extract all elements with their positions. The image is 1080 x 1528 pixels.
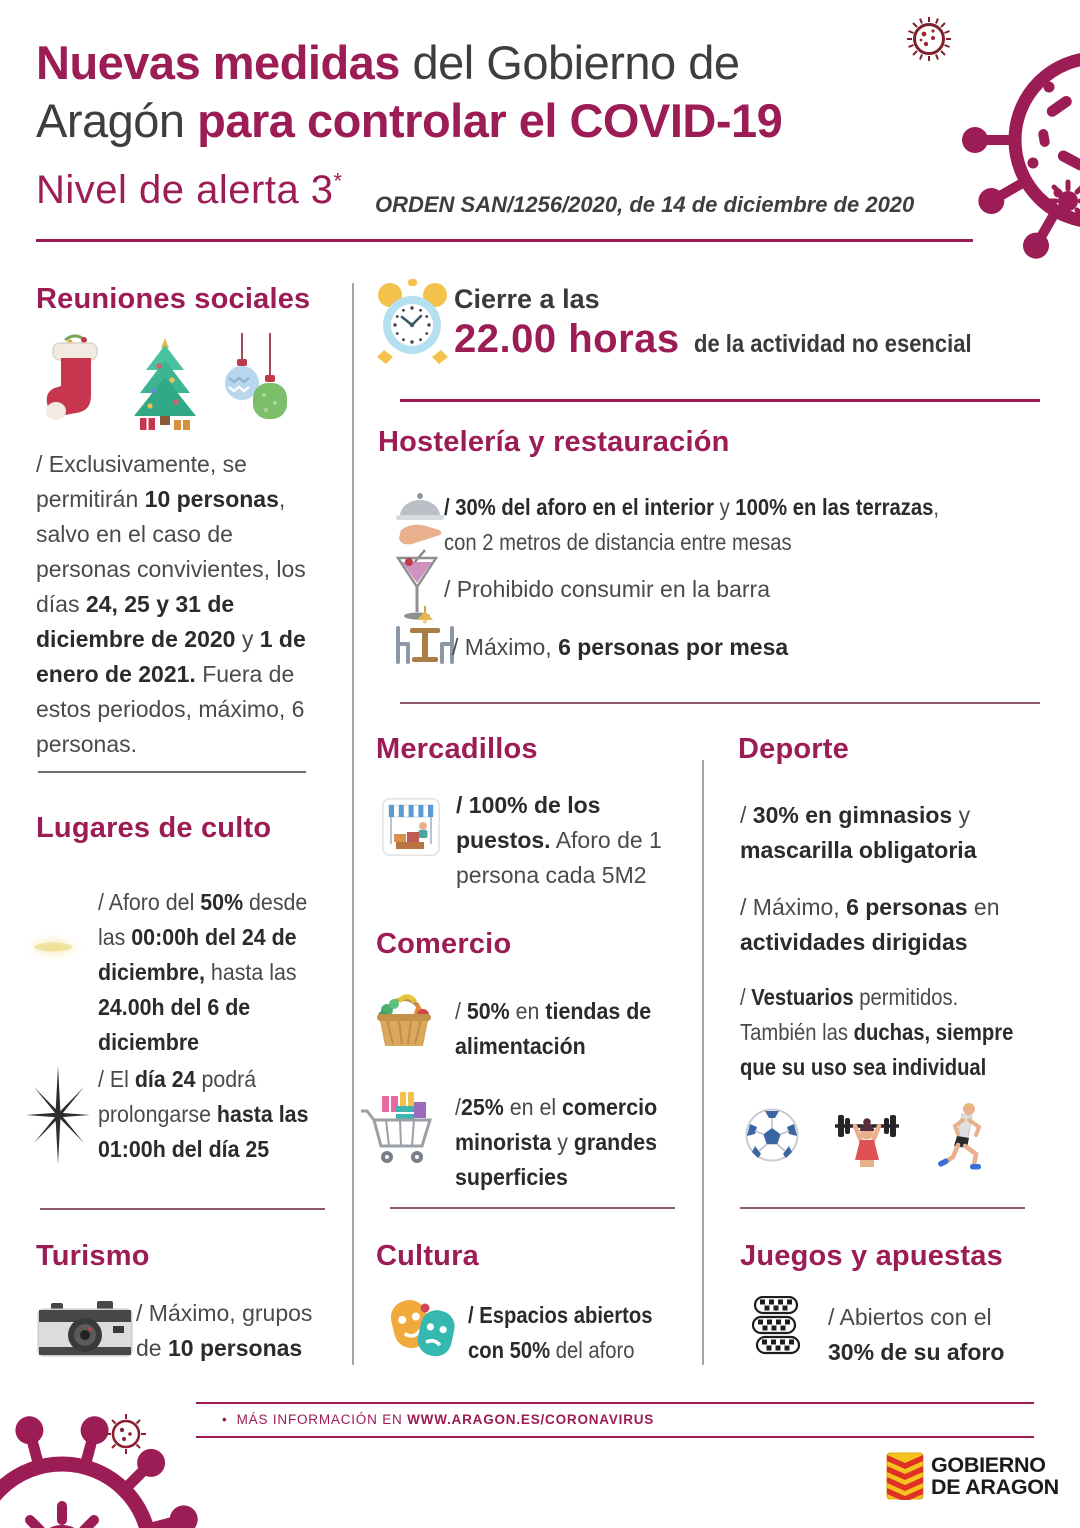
poker-chips-icon — [752, 1296, 800, 1360]
column-divider-right — [702, 760, 704, 1365]
hosteleria-item-1-text: / 30% del aforo en el interior y 100% en las terrazas, con 2 metros de distancia entre mesas — [444, 494, 939, 555]
page-title: Nuevas medidas del Gobierno de Aragón para controlar el COVID-19 — [36, 36, 783, 147]
food-basket-icon — [373, 986, 435, 1050]
order-reference: ORDEN SAN/1256/2020, de 14 de diciembre de 2020 — [375, 192, 915, 217]
column-divider-left — [352, 283, 354, 1365]
closure-intro: Cierre a las — [454, 284, 600, 314]
header-divider — [36, 239, 973, 242]
virus-large-top-right-icon — [945, 5, 1080, 265]
comercio-item-2-text: /25% en el comercio minorista y grandes superficies — [455, 1094, 658, 1190]
section-title-turismo: Turismo — [36, 1240, 150, 1272]
culto-item-1-text: / Aforo del 50% desde las 00:00h del 24 de diciembre, hasta las 24.00h del 6 de diciembre — [98, 889, 308, 1055]
gobierno-aragon-logo — [886, 1452, 1059, 1500]
turismo-item-text: / Máximo, grupos de 10 personas — [136, 1300, 313, 1361]
divider-turismo — [40, 1208, 325, 1210]
logo-text: GOBIERNO DE ARAGON — [931, 1453, 1059, 1499]
closure-banner — [454, 284, 1009, 362]
divider-juegos — [740, 1207, 1025, 1209]
christmas-stocking-icon — [45, 333, 105, 429]
bullet-icon: • — [222, 1412, 228, 1427]
divider-closure — [400, 399, 1040, 402]
theater-masks-icon — [383, 1296, 463, 1364]
deporte-item-3-text: / Vestuarios permitidos. También las duchas, siempre que su uso sea individual — [740, 984, 1014, 1080]
reuniones-text: / Exclusivamente, se permitirán 10 personas, salvo en el caso de personas convivientes, los días 24, 25 y 31 de diciembre de 2020 y 1 de enero de 2021. Fuera de estos periodos, máximo, 6 personas. — [36, 451, 306, 757]
divider-reuniones — [38, 771, 306, 773]
footer-divider-top — [196, 1402, 1034, 1404]
virus-small-bottom-left-icon — [100, 1410, 152, 1462]
serving-cloche-icon — [393, 489, 448, 547]
hosteleria-item-3-text: / Máximo, 6 personas por mesa — [452, 634, 789, 660]
table-chairs-icon — [388, 606, 462, 666]
deporte-item-2-text: / Máximo, 6 personas en actividades dirigidas — [740, 894, 1000, 955]
divider-cultura — [390, 1207, 675, 1209]
closure-time: 22.00 horas — [454, 317, 680, 361]
closure-scope: de la actividad no esencial — [693, 330, 972, 358]
section-title-cultura: Cultura — [376, 1240, 479, 1272]
mercadillos-item-text: / 100% de los puestos. Aforo de 1 persona cada 5M2 — [456, 792, 662, 888]
runner-icon — [936, 1100, 988, 1174]
section-title-reuniones: Reuniones sociales — [36, 283, 311, 315]
section-title-culto: Lugares de culto — [36, 812, 272, 844]
section-title-comercio: Comercio — [376, 928, 512, 960]
alarm-clock-icon — [372, 278, 454, 366]
section-title-juegos: Juegos y apuestas — [740, 1240, 1003, 1272]
cultura-item-text: / Espacios abiertos con 50% del aforo — [468, 1302, 653, 1363]
virus-small-top-right-icon — [900, 12, 958, 68]
soccer-ball-icon — [745, 1108, 799, 1162]
footer-url: WWW.ARAGON.ES/CORONAVIRUS — [407, 1412, 655, 1427]
christmas-ornaments-icon — [220, 333, 290, 425]
section-title-deporte: Deporte — [738, 733, 849, 765]
deporte-item-1-text: / 30% en gimnasios y mascarilla obligatoria — [740, 802, 977, 863]
footer-divider-bottom — [196, 1436, 1034, 1438]
comercio-item-1-text: / 50% en tiendas de alimentación — [455, 998, 652, 1059]
divider-hosteleria — [400, 702, 1040, 704]
market-stall-icon — [382, 798, 440, 856]
juegos-item-text: / Abiertos con el 30% de su aforo — [828, 1304, 1005, 1365]
christmas-tree-icon — [126, 336, 204, 432]
shopping-cart-icon — [360, 1088, 440, 1168]
culto-item-2-text: / El día 24 podrá prolongarse hasta las 01:00h del día 25 — [98, 1066, 309, 1162]
candle-glow-icon — [18, 922, 88, 972]
weightlifting-icon — [833, 1106, 901, 1176]
section-title-mercadillos: Mercadillos — [376, 733, 538, 765]
aragon-flag-icon — [886, 1452, 924, 1500]
camera-icon — [37, 1298, 133, 1362]
alert-level: Nivel de alerta 3* — [36, 168, 343, 212]
section-title-hosteleria: Hostelería y restauración — [378, 426, 730, 458]
footer-info: • MÁS INFORMACIÓN EN WWW.ARAGON.ES/CORONAVIRUS — [222, 1412, 655, 1427]
star-icon — [24, 1066, 94, 1166]
hosteleria-item-2-text: / Prohibido consumir en la barra — [444, 576, 770, 602]
